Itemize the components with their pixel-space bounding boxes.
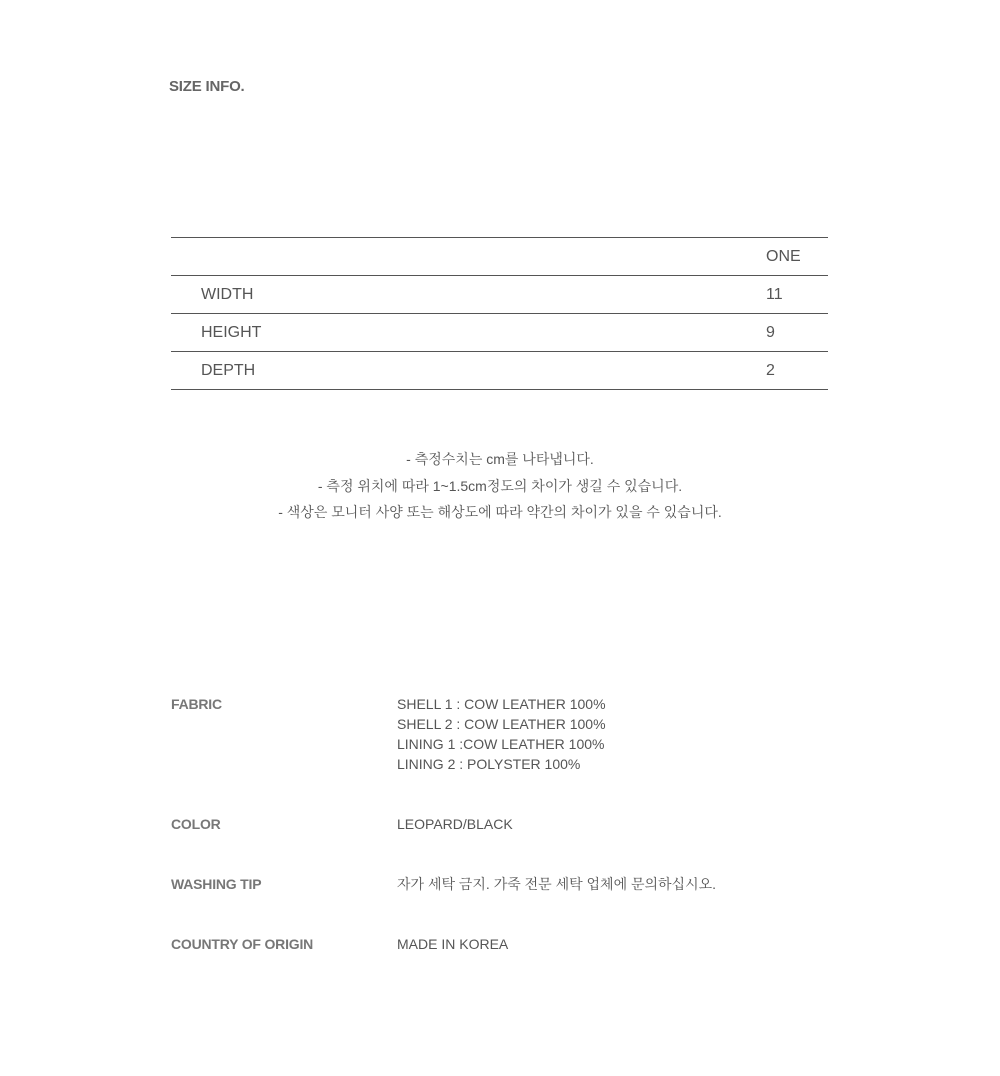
- size-info-title: SIZE INFO.: [169, 78, 245, 95]
- country-of-origin-label: COUNTRY OF ORIGIN: [171, 936, 314, 952]
- table-row: [171, 276, 828, 314]
- size-table: [171, 237, 828, 390]
- note-line: - 측정수치는 cm를 나타냅니다.: [406, 451, 594, 467]
- size-table-header-row: [171, 238, 828, 276]
- country-of-origin-value: MADE IN KOREA: [397, 936, 509, 952]
- measurement-notes: [0, 446, 1000, 526]
- size-value-width: 11: [766, 276, 828, 314]
- washing-tip-value: 자가 세탁 금지. 가죽 전문 세탁 업체에 문의하십시오.: [397, 876, 717, 892]
- size-label-depth: DEPTH: [201, 361, 256, 379]
- table-row: [171, 314, 828, 352]
- size-value-height: 9: [766, 314, 828, 352]
- fabric-value: SHELL 1 : COW LEATHER 100%: [397, 696, 606, 712]
- fabric-value: SHELL 2 : COW LEATHER 100%: [397, 716, 606, 732]
- washing-tip-label: WASHING TIP: [171, 876, 262, 892]
- size-table-header-blank: [171, 238, 766, 276]
- color-value: LEOPARD/BLACK: [397, 816, 513, 832]
- fabric-value: LINING 1 :COW LEATHER 100%: [397, 736, 605, 752]
- size-value-depth: 2: [766, 361, 775, 379]
- size-label-height: HEIGHT: [171, 314, 766, 352]
- fabric-values: [397, 694, 606, 774]
- color-label: COLOR: [171, 816, 221, 832]
- size-table-header-one: ONE: [766, 238, 828, 276]
- table-row: [171, 352, 828, 390]
- fabric-value: LINING 2 : POLYSTER 100%: [397, 756, 581, 772]
- fabric-label: FABRIC: [171, 696, 222, 712]
- note-line: - 측정 위치에 따라 1~1.5cm정도의 차이가 생길 수 있습니다.: [317, 477, 683, 494]
- note-line: - 색상은 모니터 사양 또는 해상도에 따라 약간의 차이가 있을 수 있습니다.: [278, 504, 722, 520]
- size-label-width: WIDTH: [171, 276, 766, 314]
